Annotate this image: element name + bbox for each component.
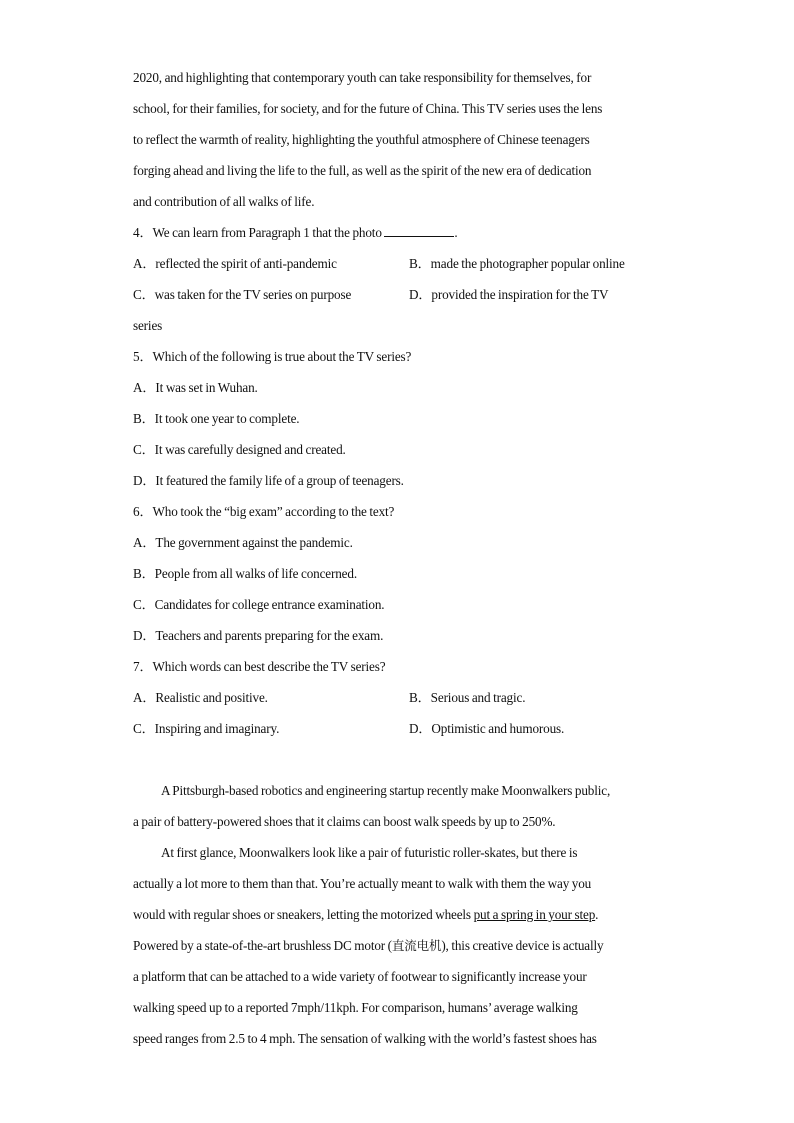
q5-option-c: C．It was carefully designed and created.: [133, 442, 346, 457]
passage2-line: A Pittsburgh-based robotics and engineering startup recently make Moonwalkers public,: [161, 783, 611, 798]
question-4-stem: [133, 217, 663, 248]
passage2-line: a platform that can be attached to a wide variety of footwear to significantly increase your: [133, 969, 587, 984]
q4-option-d: D．provided the inspiration for the TV: [409, 287, 609, 302]
passage1-line: forging ahead and living the life to the full, as well as the spirit of the new era of dedication: [133, 163, 592, 178]
passage2-text: would with regular shoes or sneakers, letting the motorized wheels: [133, 907, 474, 922]
question-5-stem: 5．Which of the following is true about the TV series?: [133, 349, 412, 364]
q4-option-a: A．reflected the spirit of anti-pandemic: [133, 256, 337, 271]
passage2-line: actually a lot more to them than that. You’re actually meant to walk with them the way you: [133, 876, 592, 891]
passage2-line: speed ranges from 2.5 to 4 mph. The sensation of walking with the world’s fastest shoes has: [133, 1031, 597, 1046]
passage2-line: [133, 930, 663, 961]
q4-option-c: C．was taken for the TV series on purpose: [133, 287, 352, 302]
passage2-text: Powered by a state-of-the-art brushless DC motor (: [133, 938, 392, 953]
chinese-gloss: 直流电机: [391, 938, 442, 953]
q4-options-row-2: [133, 279, 663, 310]
q6-option-b: B．People from all walks of life concerned.: [133, 566, 357, 581]
q4-options-row-1: [133, 248, 663, 279]
underlined-phrase: put a spring in your step: [473, 907, 596, 922]
question-7-stem: 7．Which words can best describe the TV series?: [133, 659, 386, 674]
q4-stem-text: 4．We can learn from Paragraph 1 that the photo: [133, 225, 385, 240]
q6-option-a: A．The government against the pandemic.: [133, 535, 353, 550]
q5-option-b: B．It took one year to complete.: [133, 411, 300, 426]
passage2-line: walking speed up to a reported 7mph/11kph. For comparison, humans’ average walking: [133, 1000, 578, 1015]
q4-option-d-continued: series: [133, 318, 163, 333]
question-6-stem: 6．Who took the “big exam” according to the text?: [133, 504, 395, 519]
passage1-line: 2020, and highlighting that contemporary youth can take responsibility for themselves, for: [133, 70, 592, 85]
q4-option-b: B．made the photographer popular online: [409, 256, 625, 271]
passage2-text: .: [595, 907, 599, 922]
passage2-line: At first glance, Moonwalkers look like a pair of futuristic roller-skates, but there is: [161, 845, 578, 860]
passage2-text: ), this creative device is actually: [441, 938, 604, 953]
q4-stem-end: .: [454, 225, 458, 240]
q7-option-c: C．Inspiring and imaginary.: [133, 721, 280, 736]
q5-option-d: D．It featured the family life of a group of teenagers.: [133, 473, 404, 488]
q6-option-d: D．Teachers and parents preparing for the exam.: [133, 628, 384, 643]
passage2-line: a pair of battery-powered shoes that it claims can boost walk speeds by up to 250%.: [133, 814, 556, 829]
section-spacer: [133, 744, 663, 775]
q7-option-d: D．Optimistic and humorous.: [409, 721, 565, 736]
q7-options-row-2: [133, 713, 663, 744]
q7-option-b: B．Serious and tragic.: [409, 690, 526, 705]
passage1-line: school, for their families, for society, and for the future of China. This TV series uses the lens: [133, 101, 603, 116]
q7-options-row-1: [133, 682, 663, 713]
q5-option-a: A．It was set in Wuhan.: [133, 380, 258, 395]
q6-option-c: C．Candidates for college entrance examination.: [133, 597, 385, 612]
passage1-line: to reflect the warmth of reality, highlighting the youthful atmosphere of Chinese teenagers: [133, 132, 590, 147]
passage2-line: [133, 899, 663, 930]
q4-answer-blank: [384, 223, 454, 237]
passage1-line: and contribution of all walks of life.: [133, 194, 315, 209]
document-body: [133, 62, 663, 1054]
q7-option-a: A．Realistic and positive.: [133, 690, 268, 705]
